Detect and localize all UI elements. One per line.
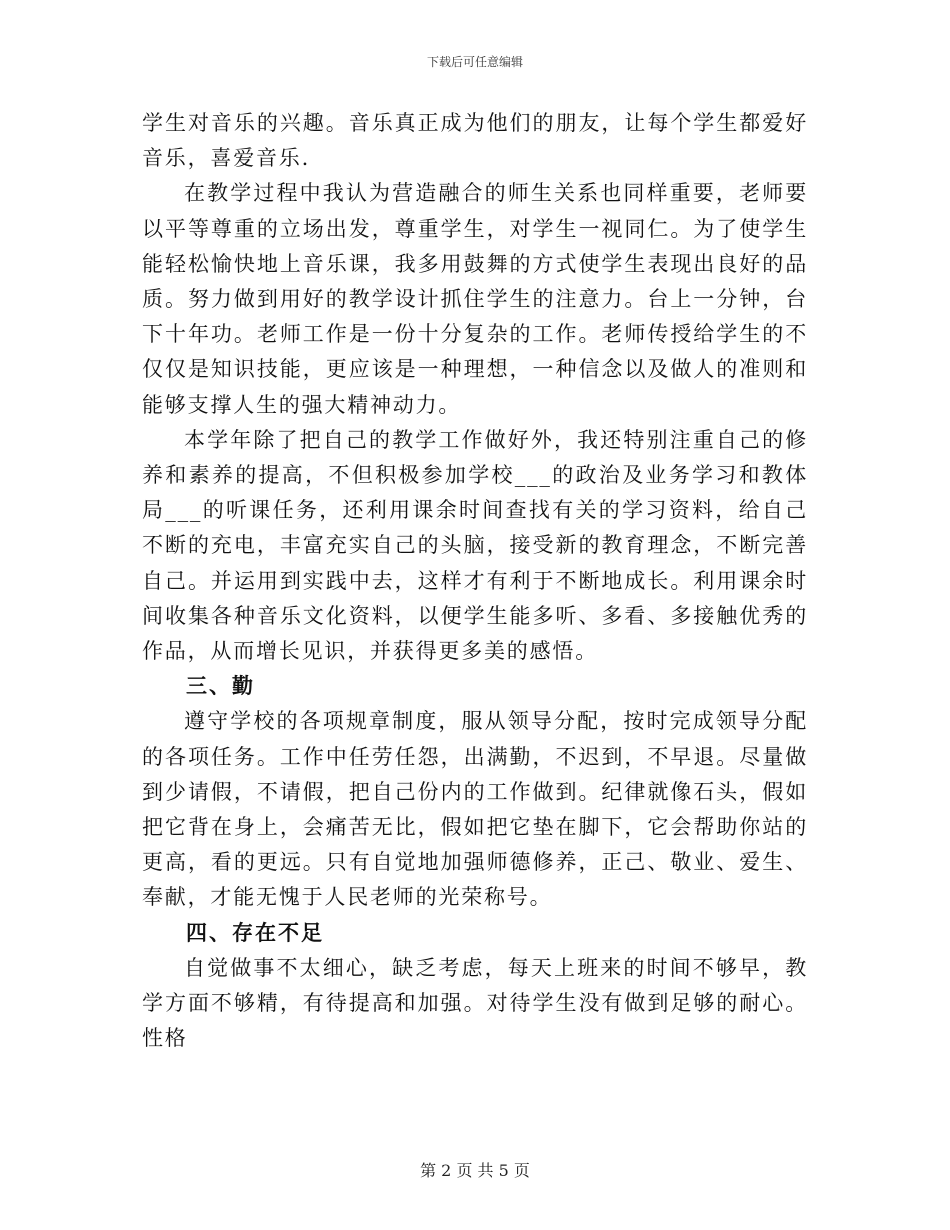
- section-heading-4: 四、存在不足: [186, 920, 324, 945]
- paragraph-1: 学生对音乐的兴趣。音乐真正成为他们的朋友，让每个学生都爱好音乐，喜爱音乐.: [142, 111, 808, 171]
- document-body: [142, 106, 808, 1056]
- page-footer: 第 2 页 共 5 页: [420, 1161, 530, 1180]
- paragraph-3: 本学年除了把自己的教学工作做好外，我还特别注重自己的修养和素养的提高，不但积极参加学校___的政治及业务学习和教体局___的听课任务，还利用课余时间查找有关的学习资料，给自己不断的充电，丰富充实自己的头脑，接受新的教育理念，不断完善自己。并运用到实践中去，这样才有利于不断地成长。利用课余时间收集各种音乐文化资料，以便学生能多听、多看、多接触优秀的作品，从而增长见识，并获得更多美的感悟。: [142, 427, 808, 664]
- page-header: 下载后可任意编辑: [426, 55, 523, 69]
- section-heading-3: 三、勤: [186, 674, 255, 699]
- paragraph-5: 自觉做事不太细心，缺乏考虑，每天上班来的时间不够早，教学方面不够精，有待提高和加强。对待学生没有做到足够的耐心。性格: [142, 955, 808, 1051]
- paragraph-2: 在教学过程中我认为营造融合的师生关系也同样重要，老师要以平等尊重的立场出发，尊重学生，对学生一视同仁。为了使学生能轻松愉快地上音乐课，我多用鼓舞的方式使学生表现出良好的品质。努力做到用好的教学设计抓住学生的注意力。台上一分钟，台下十年功。老师工作是一份十分复杂的工作。老师传授给学生的不仅仅是知识技能，更应该是一种理想，一种信念以及做人的准则和能够支撑人生的强大精神动力。: [142, 181, 808, 417]
- paragraph-4: 遵守学校的各项规章制度，服从领导分配，按时完成领导分配的各项任务。工作中任劳任怨，出满勤，不迟到，不早退。尽量做到少请假，不请假，把自己份内的工作做到。纪律就像石头，假如把它背在身上，会痛苦无比，假如把它垫在脚下，它会帮助你站的更高，看的更远。只有自觉地加强师德修养，正己、敬业、爱生、奉献，才能无愧于人民老师的光荣称号。: [142, 709, 808, 910]
